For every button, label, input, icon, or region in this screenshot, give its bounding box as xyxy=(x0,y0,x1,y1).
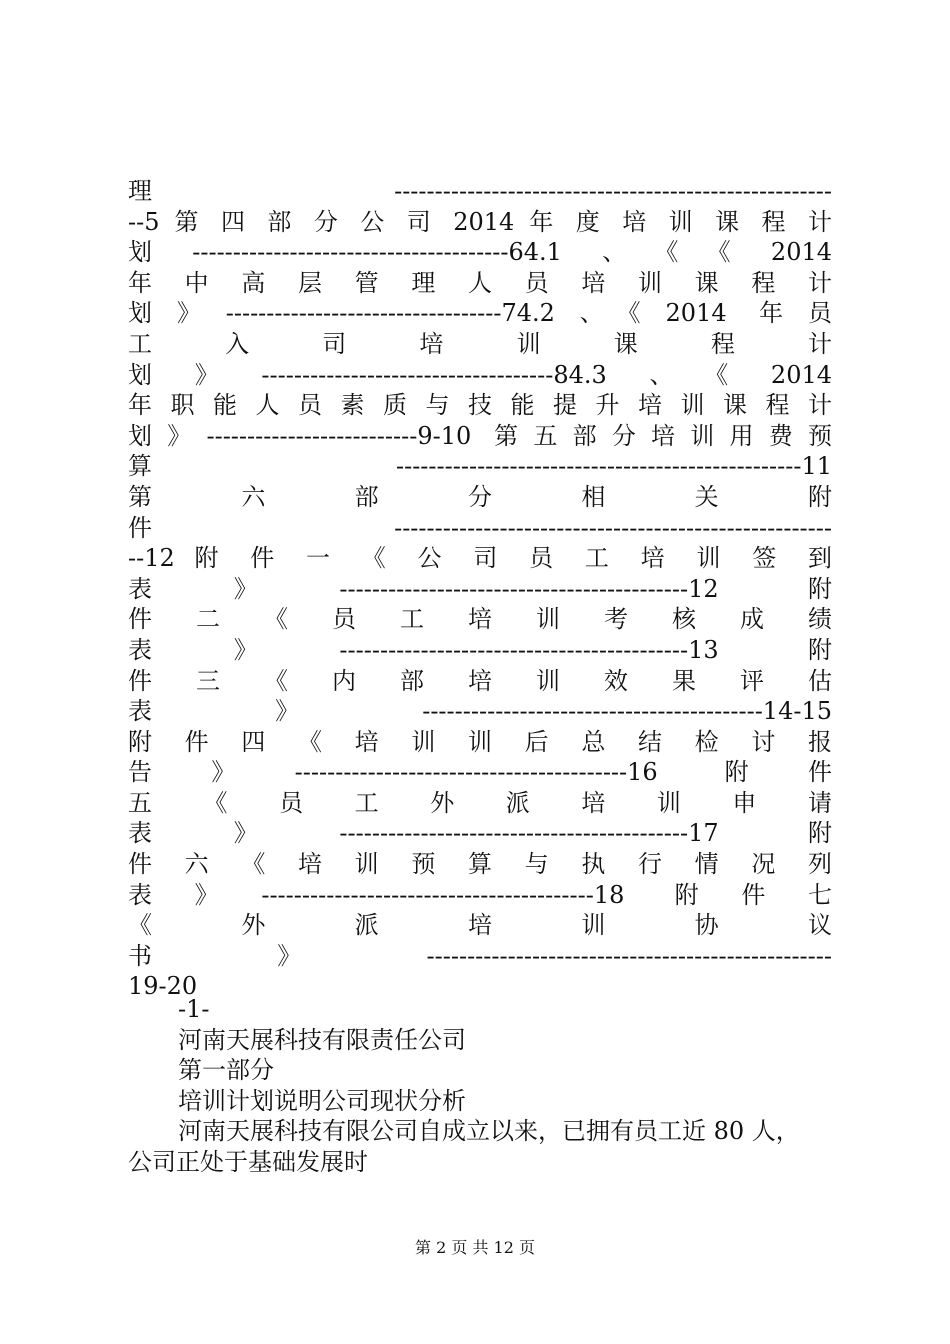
section-title: 培训计划说明公司现状分析 xyxy=(178,1086,466,1115)
table-of-contents xyxy=(128,176,832,1002)
document-body xyxy=(128,994,848,1178)
page-footer xyxy=(0,1238,950,1258)
toc-line: 理------------------------------------------------------ xyxy=(128,177,832,205)
toc-line: 划》------------------------------------84.3、《2014 xyxy=(128,360,832,389)
toc-line: 表》------------------------------------------14-15 xyxy=(128,697,832,726)
toc-line: 件 三 《 内 部 培 训 效 果 评 估 xyxy=(128,666,832,695)
toc-line: 五 《 员 工 外 派 培 训 申 请 xyxy=(128,788,832,817)
toc-line: 算--------------------------------------------------11 xyxy=(128,452,832,481)
toc-line: 《 外 派 培 训 协 议 xyxy=(128,911,832,940)
toc-line: 件 二 《 员 工 培 训 考 核 成 绩 xyxy=(128,605,832,634)
toc-line: 划》--------------------------9-10 第五部分培训用费预 xyxy=(128,421,832,450)
toc-line: 书》-------------------------------------------------- xyxy=(128,941,832,970)
toc-line: 年 中 高 层 管 理 人 员 培 训 课 程 计 xyxy=(128,268,832,297)
toc-line: 附 件 四 《 培 训 训 后 总 结 检 讨 报 xyxy=(128,727,832,756)
toc-line: 第 六 部 分 相 关 附 xyxy=(128,482,832,511)
toc-line: 件------------------------------------------------------ xyxy=(128,513,832,542)
paragraph-line: 公司正处于基础发展时 xyxy=(128,1147,368,1176)
toc-line: --5 第 四 部 分 公 司 2014 年 度 培 训 课 程 计 xyxy=(128,207,832,236)
toc-line: 表》-------------------------------------------13 附 xyxy=(128,635,832,664)
toc-line: 划---------------------------------------64.1、《《2014 xyxy=(128,238,832,267)
toc-line: 表》-------------------------------------------12 附 xyxy=(128,574,832,603)
toc-line: 19-20 xyxy=(128,972,198,1001)
toc-line: --12 附 件 一 《 公 司 员 工 培 训 签 到 xyxy=(128,544,832,573)
toc-line: 划》----------------------------------74.2、《2014 年员 xyxy=(128,299,832,328)
toc-line: 件 六 《 培 训 预 算 与 执 行 情 况 列 xyxy=(128,850,832,879)
company-name: 河南天展科技有限责任公司 xyxy=(178,1025,466,1054)
paragraph-line: 河南天展科技有限公司自成立以来，已拥有员工近 80 人， xyxy=(178,1117,800,1146)
toc-line: 表》-----------------------------------------18 附件七 xyxy=(128,880,832,909)
page-number-label: 第 2 页 共 12 页 xyxy=(415,1238,535,1257)
page-marker: -1- xyxy=(178,995,210,1023)
toc-line: 工 入 司 培 训 课 程 计 xyxy=(128,329,832,358)
toc-line: 告》-----------------------------------------16 附件 xyxy=(128,758,832,787)
toc-line: 年 职 能 人 员 素 质 与 技 能 提 升 培 训 课 程 计 xyxy=(128,391,832,420)
toc-line: 表》-------------------------------------------17 附 xyxy=(128,819,832,848)
part-heading: 第一部分 xyxy=(178,1056,274,1085)
